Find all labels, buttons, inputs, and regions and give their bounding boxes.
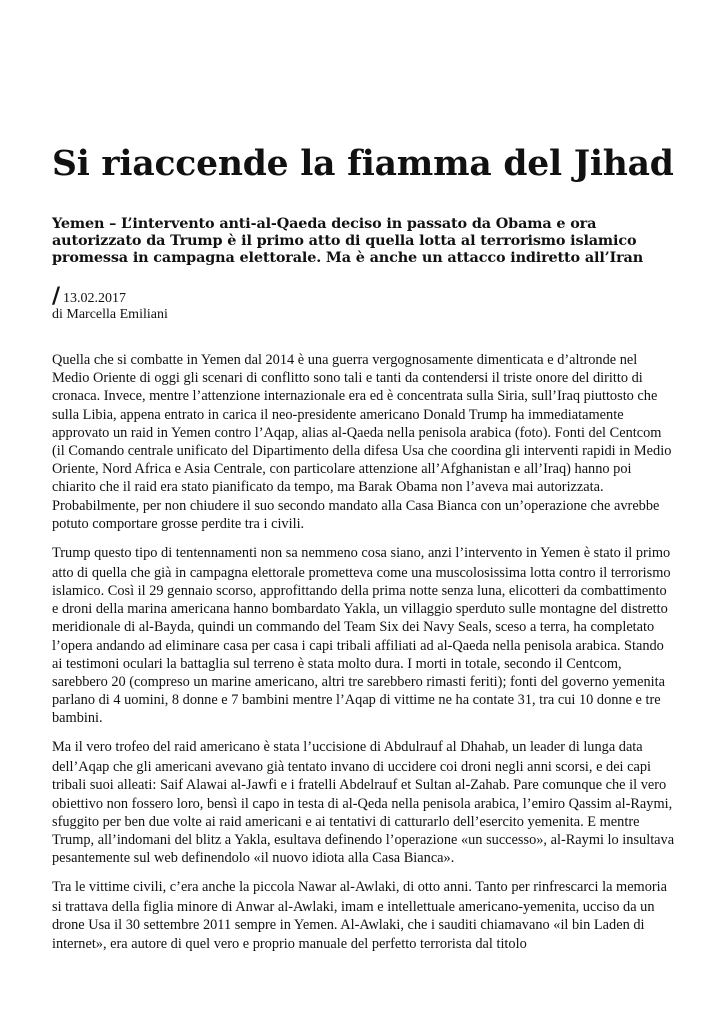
article-subtitle: Yemen – L’intervento anti-al-Qaeda deciso in passato da Obama e ora autorizzato da Trump è il primo atto di quella lotta al terrorismo islamico promessa in campagna elettorale. Ma è anche un attacco indiretto all’Iran	[52, 215, 644, 266]
paragraph-text: Quella che si combatte in Yemen dal 2014 è una guerra vergognosamente dimenticata e d’altronde nel Medio Oriente di oggi gli scenari di conflitto sono tali e tanti da contendersi il triste onore del diritto di cronaca. Invece, mentre l’attenzione internazionale era ed è concentrata sulla Siria, sull’Iraq piuttosto che sulla Libia, appena entrato in carica il neo-presidente americano Donald Trump ha immediatamente approvato un raid in Yemen contro l’Aqap, alias al-Qaeda nella penisola arabica (foto). Fonti del Centcom (il Comando centrale unificato del Dipartimento della difesa Usa che coordina gli interventi rapidi in Medio Oriente, Nord Africa e Asia Centrale, con particolare attenzione all’Afghanistan e all’Iraq) hanno poi chiarito che il raid era stato pianificato da tempo, ma Barak Obama non l’aveva mai autorizzata. Probabilmente, per non chiudere il suo secondo mandato alla Casa Bianca con un’operazione che avrebbe potuto comportare grosse perdite tra i civili.	[52, 352, 672, 532]
paragraph-text: Ma il vero trofeo del raid americano è stata l’uccisione di Abdulrauf al Dhahab, un leader di lunga data dell’Aqap che gli americani avevano già tentato invano di uccidere coi droni negli anni scorsi, e dei capi tribali suoi alleati: Saif Alawai al-Jawfi e i fratelli Abdelrauf et Sultan al-Zahab. Pare comunque che il vero obiettivo non fossero loro, bensì il capo in testa di al-Qeda nella penisola arabica, l’emiro Qassim al-Raymi, sfuggito per ben due volte ai raid americani e ai tentativi di catturarlo dell’esercito yemenita. E mentre Trump, all’indomani del blitz a Yakla, esultava definendo l’operazione «un successo», al-Raymi lo insultava pesantemente sul web definendolo «il nuovo idiota alla Casa Bianca».	[52, 739, 675, 867]
paragraph-text: Trump questo tipo di tentennamenti non sa nemmeno cosa siano, anzi l’intervento in Yemen è stato il primo atto di quella che già in campagna elettorale prometteva come una muscolosissima lotta contro il terrorismo islamico. Così il 29 gennaio scorso, approfittando della prima notte senza luna, elicotteri da combattimento e droni della marina americana hanno bombardato Yakla, un villaggio sperduto sulle montagne del distretto meridionale di al-Bayda, quindi un commando del Team Six dei Navy Seals, sceso a terra, ha completato l’opera andando ad eliminare casa per casa i capi tribali affiliati ad al-Qaeda nella penisola arabica. Stando ai testimoni oculari la battaglia sul terreno è stata molto dura. I morti in totale, secondo il Centcom, sarebbero 20 (compreso un marine americano, altri tre sarebbero rimasti feriti); fonti del governo yemenita parlano di 4 uomini, 8 donne e 7 bambini mentre l’Aqap di vittime ne ha contate 31, tra cui 10 donne e tre bambini.	[52, 544, 671, 727]
paragraph	[52, 878, 676, 953]
date-line	[52, 284, 168, 309]
paragraph	[52, 544, 676, 728]
slash-mark: /	[52, 284, 61, 309]
article-meta	[52, 284, 168, 322]
paragraph	[52, 738, 676, 867]
paragraph-text: Tra le vittime civili, c’era anche la piccola Nawar al-Awlaki, di otto anni. Tanto per rinfrescarci la memoria si trattava della figlia minore di Anwar al-Awlaki, imam e intellettuale americano-yemenita, ucciso da un drone Usa il 30 settembre 2011 sempre in Yemen. Al-Awlaki, che i sauditi chiamavano «il bin Laden di internet», era autore di quel vero e proprio manuale del perfetto terrorista dal titolo	[52, 878, 668, 952]
paragraph	[52, 351, 676, 533]
article-title: Si riaccende la fiamma del Jihad	[52, 144, 674, 184]
article-author: di Marcella Emiliani	[52, 307, 168, 322]
article-date: 13.02.2017	[63, 291, 127, 306]
article-body	[52, 351, 676, 963]
